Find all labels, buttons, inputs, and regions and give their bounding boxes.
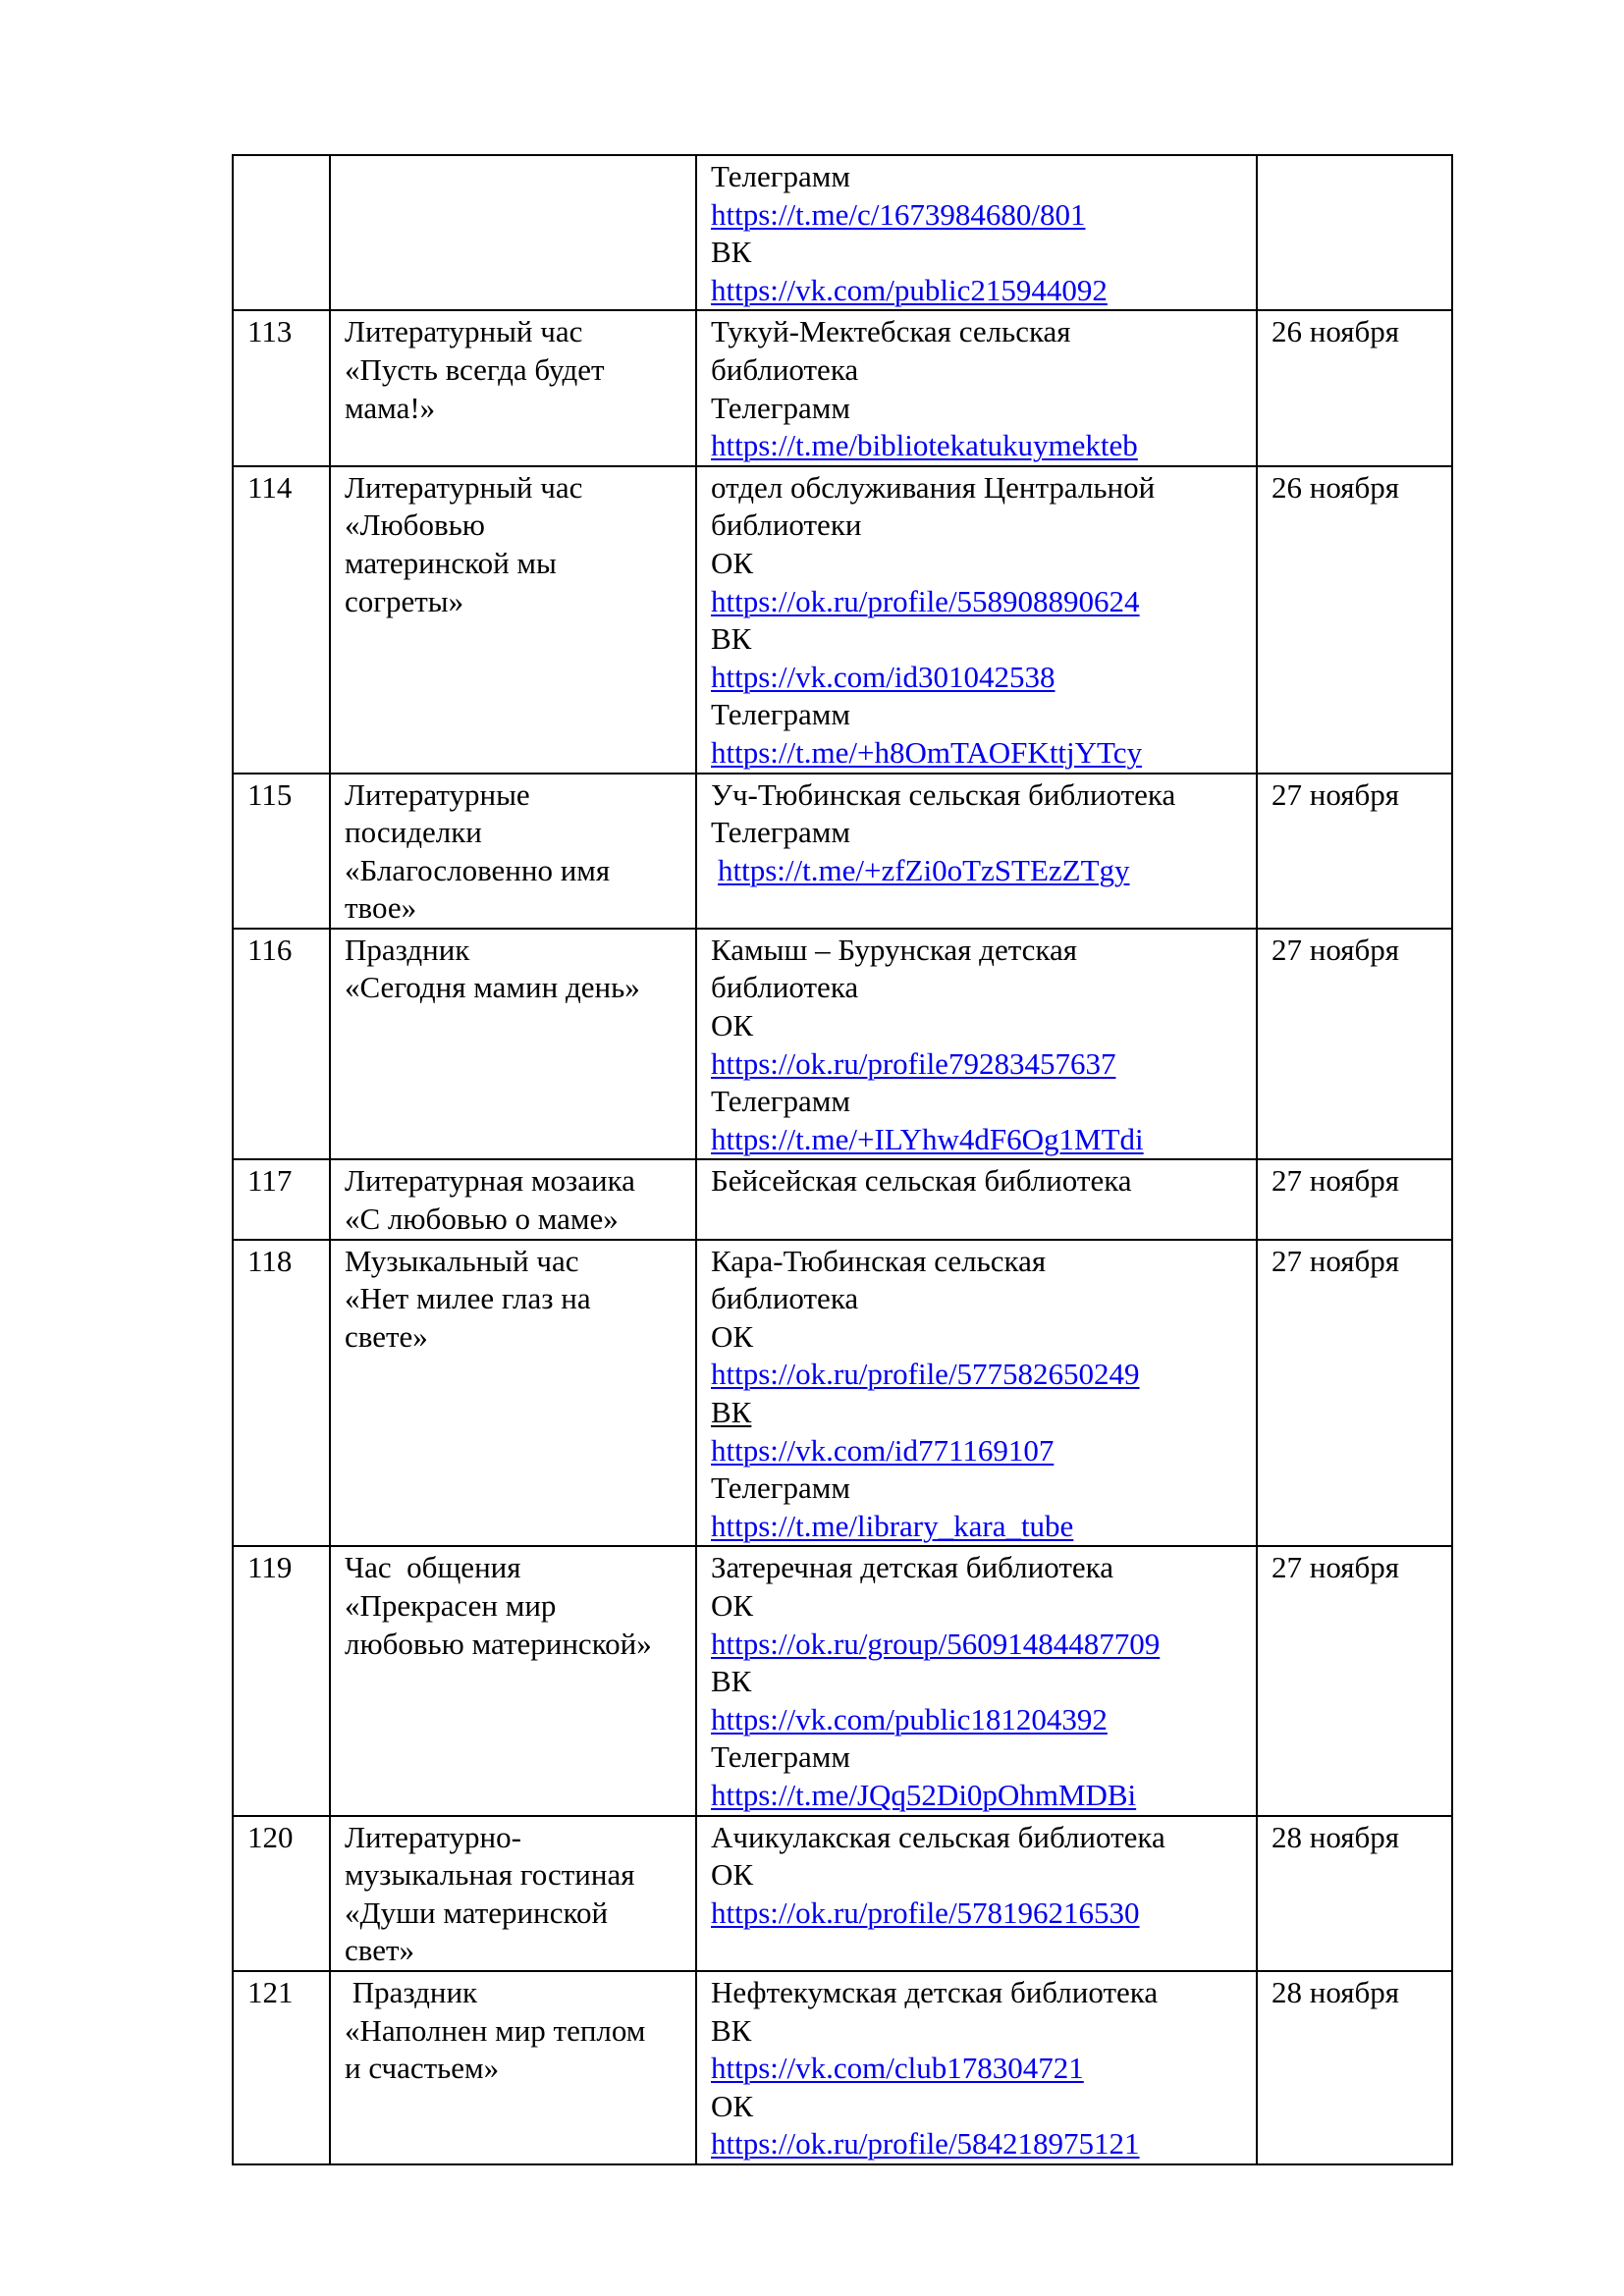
event-title-cell [330,774,696,929]
table-row [233,1816,1452,1971]
venue-label-line [711,1162,1256,1201]
venue-link-line [711,1121,1256,1159]
venue-link-line [711,1777,1256,1815]
event-title-line: и счастьем» [345,2051,500,2086]
event-title-cell [330,1816,696,1971]
event-title-line: «Любовью [345,507,485,543]
event-date-cell [1257,466,1452,774]
venue-label-line [711,814,1256,852]
venue-name: библиотеки [711,507,862,543]
venue-name: Кара-Тюбинская сельская [711,1243,1047,1278]
venue-name: Ачикулакская сельская библиотека [711,1819,1165,1854]
event-number: 120 [247,1819,294,1854]
venue-link-line [711,1701,1256,1739]
event-title-cell [330,1240,696,1547]
venue-link-line [711,1895,1256,1933]
event-number: 115 [247,776,293,812]
venue-label-line [711,1318,1256,1357]
social-link[interactable]: https://ok.ru/group/56091484487709 [711,1626,1161,1661]
event-title-line: Праздник [345,1974,478,2009]
event-venue-cell [696,1546,1257,1815]
table-row [233,929,1452,1160]
venue-label-line [711,1856,1256,1895]
venue-link-line [711,2050,1256,2088]
event-title-line: Литературный час [345,314,583,349]
venue-name: Тукуй-Мектебская сельская [711,314,1071,349]
event-title-line: любовью материнской» [345,1626,652,1661]
venue-label-line [711,1280,1256,1318]
table-row [233,1159,1452,1239]
venue-name: библиотека [711,970,859,1005]
event-title-line: Литературные [345,776,530,812]
social-network-label: ВК [711,1664,752,1699]
event-number-cell [233,774,330,929]
venue-name: библиотека [711,1281,859,1316]
event-date: 27 ноября [1272,932,1400,967]
event-title-line: посиделки [345,815,482,850]
event-title-cell [330,310,696,465]
social-network-label: ВК [711,235,752,270]
event-number-cell [233,1240,330,1547]
event-title-cell [330,929,696,1160]
social-link[interactable]: https://ok.ru/profile/578196216530 [711,1895,1140,1930]
venue-link-line [711,1508,1256,1546]
venue-label-line [711,1083,1256,1121]
venue-label-line [711,545,1256,583]
venue-link-line [711,583,1256,621]
event-date [1272,158,1451,196]
social-network-label: ОК [711,1587,754,1623]
venue-label-line [711,932,1256,970]
event-title-line: Литературно- [345,1819,521,1854]
event-title-cell [330,155,696,310]
event-date: 27 ноября [1272,1550,1400,1585]
event-venue-cell [696,310,1257,465]
social-network-label: ОК [711,545,754,580]
event-date-cell [1257,1971,1452,2164]
table-row [233,466,1452,774]
venue-label-line [711,1738,1256,1777]
social-network-label: Телеграмм [711,159,850,193]
venue-label-line [711,469,1256,507]
social-link[interactable]: https://ok.ru/profile/577582650249 [711,1357,1140,1392]
venue-name: Камыш – Бурунская детская [711,932,1077,967]
event-date: 28 ноября [1272,1819,1400,1854]
venue-name: Бейсейская сельская библиотека [711,1163,1132,1199]
venue-link-line [711,1356,1256,1394]
table-row [233,1546,1452,1815]
social-link[interactable]: https://vk.com/public215944092 [711,272,1108,307]
event-title-line: Литературный час [345,469,583,505]
event-date-cell [1257,929,1452,1160]
event-date-cell [1257,155,1452,310]
event-title-line: музыкальная гостиная [345,1857,635,1893]
social-link[interactable]: https://t.me/c/1673984680/801 [711,196,1086,232]
event-venue-cell [696,774,1257,929]
event-number-cell [233,155,330,310]
social-network-label: Телеграмм [711,697,850,732]
event-number-cell [233,310,330,465]
venue-label-line [711,1243,1256,1281]
venue-label-line [711,1394,1256,1432]
venue-name: отдел обслуживания Центральной [711,469,1156,505]
event-venue-cell [696,1971,1257,2164]
venue-label-line [711,1819,1256,1857]
event-date-cell [1257,310,1452,465]
event-number: 113 [247,314,293,349]
social-link[interactable]: https://vk.com/id301042538 [711,659,1056,694]
social-link[interactable]: https://t.me/JQq52Di0pOhmMDBi [711,1777,1137,1812]
event-title-line: свете» [345,1318,428,1354]
event-date-cell [1257,1240,1452,1547]
venue-name: Затеречная детская библиотека [711,1550,1113,1585]
event-number-cell [233,1159,330,1239]
social-network-label: Телеграмм [711,815,850,850]
event-title-line: мама!» [345,390,436,425]
event-date: 26 ноября [1272,469,1400,505]
venue-label-line [711,620,1256,659]
table-row [233,1240,1452,1547]
event-title-line: «Прекрасен мир [345,1587,557,1623]
venue-label-line [711,1549,1256,1587]
venue-label-line [711,1587,1256,1626]
social-network-label: ВК [711,1395,752,1429]
venue-name: Нефтекумская детская библиотека [711,1974,1159,2009]
social-network-label: ОК [711,1857,754,1893]
venue-label-line [711,234,1256,272]
social-link[interactable]: https://t.me/+h8OmTAOFKttjYTcy [711,734,1143,770]
social-link[interactable]: https://t.me/bibliotekatukuymekteb [711,428,1138,463]
venue-link-line [711,659,1256,697]
event-number-cell [233,1546,330,1815]
social-network-label: Телеграмм [711,1084,850,1119]
venue-name: библиотека [711,351,859,387]
social-link[interactable]: https://vk.com/id771169107 [711,1432,1055,1468]
event-title-line: твое» [345,890,417,926]
event-title-line: Час общения [345,1550,521,1585]
event-title-line: свет» [345,1933,415,1968]
venue-label-line [711,1469,1256,1508]
event-number-cell [233,1816,330,1971]
venue-name: Уч-Тюбинская сельская библиотека [711,776,1176,812]
event-date: 27 ноября [1272,1163,1400,1199]
social-network-label: ОК [711,1318,754,1354]
event-number-cell [233,929,330,1160]
venue-link-line [711,852,1256,890]
event-venue-cell [696,1159,1257,1239]
event-date: 27 ноября [1272,776,1400,812]
venue-link-line [711,196,1256,235]
venue-label-line [711,313,1256,351]
venue-label-line [711,390,1256,428]
event-title-line: материнской мы [345,545,557,580]
event-number: 117 [247,1163,293,1199]
event-title-line: согреты» [345,583,464,618]
venue-label-line [711,696,1256,734]
event-venue-cell [696,929,1257,1160]
events-table [232,154,1453,2165]
venue-label-line [711,776,1256,815]
venue-label-line [711,158,1256,196]
social-link[interactable]: https://t.me/+ILYhw4dF6Og1MTdi [711,1121,1144,1156]
event-date: 27 ноября [1272,1243,1400,1278]
event-number: 121 [247,1974,294,2009]
event-date-cell [1257,1816,1452,1971]
venue-label-line [711,507,1256,545]
event-title-line: Музыкальный час [345,1243,579,1278]
venue-label-line [711,351,1256,390]
social-network-label: Телеграмм [711,1470,850,1506]
event-title-line: «Пусть всегда будет [345,351,605,387]
event-title-line: «Сегодня мамин день» [345,970,640,1005]
venue-label-line [711,2088,1256,2126]
social-link[interactable]: https://ok.ru/profile/558908890624 [711,583,1140,618]
social-network-label: ВК [711,2012,752,2048]
event-number-cell [233,1971,330,2164]
event-title-cell [330,1159,696,1239]
table-row [233,310,1452,465]
venue-link-line [711,1432,1256,1470]
event-title-cell [330,466,696,774]
venue-label-line [711,2012,1256,2051]
event-title-line: «Нет милее глаз на [345,1281,591,1316]
event-title-cell [330,1546,696,1815]
venue-label-line [711,1974,1256,2012]
venue-label-line [711,1007,1256,1045]
event-venue-cell [696,1816,1257,1971]
venue-label-line [711,969,1256,1007]
event-number [247,158,329,196]
social-link[interactable]: https://t.me/+zfZi0oTzSTEzZTgy [718,852,1130,887]
table-row [233,774,1452,929]
social-link[interactable]: https://ok.ru/profile/584218975121 [711,2126,1140,2162]
event-date-cell [1257,774,1452,929]
event-venue-cell [696,155,1257,310]
social-network-label: Телеграмм [711,1739,850,1775]
event-title-line: «Наполнен мир теплом [345,2012,646,2048]
social-link[interactable]: https://ok.ru/profile79283457637 [711,1045,1116,1081]
venue-link-line [711,1045,1256,1084]
event-title-cell [330,1971,696,2164]
social-network-label: ОК [711,1008,754,1043]
venue-link-line [711,2125,1256,2163]
table-row [233,155,1452,310]
venue-link-line [711,272,1256,310]
event-title-line: «Благословенно имя [345,852,611,887]
table-row [233,1971,1452,2164]
event-title-line: Литературная мозаика [345,1163,635,1199]
event-date: 26 ноября [1272,314,1400,349]
event-title-line: «С любовью о маме» [345,1201,619,1237]
event-number: 116 [247,932,293,967]
social-network-label: Телеграмм [711,390,850,425]
events-table-body [233,155,1452,2164]
event-venue-cell [696,466,1257,774]
venue-link-line [711,734,1256,773]
event-number-cell [233,466,330,774]
event-number: 118 [247,1243,293,1278]
venue-link-line [711,427,1256,465]
social-link[interactable]: https://vk.com/public181204392 [711,1701,1108,1736]
event-title-line: Праздник [345,932,470,967]
venue-label-line [711,1663,1256,1701]
event-date: 28 ноября [1272,1974,1400,2009]
event-date-cell [1257,1546,1452,1815]
social-network-label: ОК [711,2088,754,2123]
event-date-cell [1257,1159,1452,1239]
social-network-label: ВК [711,621,752,657]
venue-link-line [711,1626,1256,1664]
event-title-line: «Души материнской [345,1895,609,1930]
event-venue-cell [696,1240,1257,1547]
event-number: 119 [247,1550,293,1585]
social-link[interactable]: https://vk.com/club178304721 [711,2051,1084,2086]
social-link[interactable]: https://t.me/library_kara_tube [711,1508,1074,1543]
event-number: 114 [247,469,293,505]
